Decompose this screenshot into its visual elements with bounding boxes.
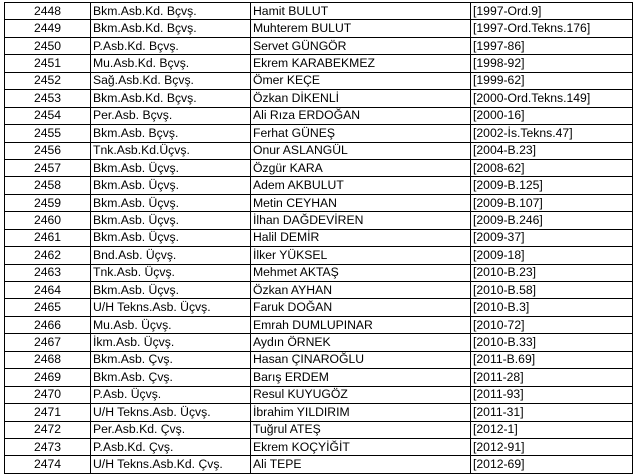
code-cell: [2012-69] [471, 456, 633, 473]
name-cell: Ali Rıza ERDOĞAN [251, 107, 471, 124]
table-row [5, 37, 633, 54]
row-number: 2470 [5, 386, 91, 403]
rank-cell: Tnk.Asb.Kd.Üçvş. [91, 142, 251, 159]
row-number: 2474 [5, 456, 91, 473]
table-row [5, 369, 633, 386]
rank-cell: Bkm.Asb. Çvş. [91, 369, 251, 386]
rank-cell: U/H Tekns.Asb. Üçvş. [91, 299, 251, 316]
name-cell: Özkan DİKENLİ [251, 90, 471, 107]
name-cell: Ömer KEÇE [251, 72, 471, 89]
rank-cell: U/H Tekns.Asb.Kd. Çvş. [91, 456, 251, 473]
row-number: 2467 [5, 334, 91, 351]
rank-cell: Bkm.Asb. Üçvş. [91, 282, 251, 299]
table-row [5, 282, 633, 299]
rank-cell: Bkm.Asb.Kd. Bçvş. [91, 3, 251, 20]
table-row [5, 264, 633, 281]
rank-cell: Per.Asb. Bçvş. [91, 107, 251, 124]
name-cell: Hamit BULUT [251, 3, 471, 20]
row-number: 2455 [5, 125, 91, 142]
rank-cell: Bkm.Asb. Üçvş. [91, 159, 251, 176]
rank-cell: Bkm.Asb. Çvş. [91, 351, 251, 368]
rank-cell: Bkm.Asb.Kd. Bçvş. [91, 20, 251, 37]
table-row [5, 194, 633, 211]
code-cell: [2000-16] [471, 107, 633, 124]
row-number: 2465 [5, 299, 91, 316]
name-cell: Faruk DOĞAN [251, 299, 471, 316]
code-cell: [2010-72] [471, 316, 633, 333]
name-cell: Onur ASLANGÜL [251, 142, 471, 159]
name-cell: Servet GÜNGÖR [251, 37, 471, 54]
name-cell: İlker YÜKSEL [251, 247, 471, 264]
row-number: 2471 [5, 404, 91, 421]
code-cell: [1997-Ord.Tekns.176] [471, 20, 633, 37]
row-number: 2472 [5, 421, 91, 438]
row-number: 2468 [5, 351, 91, 368]
table-row [5, 456, 633, 473]
code-cell: [1999-62] [471, 72, 633, 89]
table-body [5, 3, 633, 474]
name-cell: Adem AKBULUT [251, 177, 471, 194]
rank-cell: Bkm.Asb. Üçvş. [91, 212, 251, 229]
code-cell: [2002-İs.Tekns.47] [471, 125, 633, 142]
name-cell: Ferhat GÜNEŞ [251, 125, 471, 142]
table-row [5, 3, 633, 20]
name-cell: Ali TEPE [251, 456, 471, 473]
code-cell: [2010-B.23] [471, 264, 633, 281]
table-row [5, 55, 633, 72]
code-cell: [2011-B.69] [471, 351, 633, 368]
name-cell: Halil DEMİR [251, 229, 471, 246]
name-cell: Muhterem BULUT [251, 20, 471, 37]
code-cell: [2012-91] [471, 438, 633, 455]
personnel-table [4, 2, 633, 474]
code-cell: [1998-92] [471, 55, 633, 72]
row-number: 2454 [5, 107, 91, 124]
code-cell: [2009-B.107] [471, 194, 633, 211]
code-cell: [1997-Ord.9] [471, 3, 633, 20]
name-cell: Metin CEYHAN [251, 194, 471, 211]
code-cell: [2000-Ord.Tekns.149] [471, 90, 633, 107]
table-row [5, 20, 633, 37]
code-cell: [2010-B.33] [471, 334, 633, 351]
table-row [5, 125, 633, 142]
row-number: 2461 [5, 229, 91, 246]
rank-cell: U/H Tekns.Asb. Üçvş. [91, 404, 251, 421]
table-row [5, 421, 633, 438]
row-number: 2460 [5, 212, 91, 229]
table-row [5, 386, 633, 403]
row-number: 2464 [5, 282, 91, 299]
rank-cell: Bkm.Asb. Üçvş. [91, 229, 251, 246]
rank-cell: Bnd.Asb. Üçvş. [91, 247, 251, 264]
table-row [5, 299, 633, 316]
table-row [5, 90, 633, 107]
code-cell: [2010-B.3] [471, 299, 633, 316]
table-row [5, 107, 633, 124]
rank-cell: Bkm.Asb. Bçvş. [91, 125, 251, 142]
row-number: 2450 [5, 37, 91, 54]
code-cell: [2011-28] [471, 369, 633, 386]
name-cell: Emrah DUMLUPINAR [251, 316, 471, 333]
rank-cell: Bkm.Asb.Kd. Bçvş. [91, 90, 251, 107]
code-cell: [2009-18] [471, 247, 633, 264]
rank-cell: Mu.Asb. Üçvş. [91, 316, 251, 333]
table-row [5, 438, 633, 455]
code-cell: [2011-31] [471, 404, 633, 421]
rank-cell: Bkm.Asb. Üçvş. [91, 177, 251, 194]
name-cell: İbrahim YILDIRIM [251, 404, 471, 421]
name-cell: Barış ERDEM [251, 369, 471, 386]
name-cell: Özgür KARA [251, 159, 471, 176]
code-cell: [2009-B.125] [471, 177, 633, 194]
table-row [5, 351, 633, 368]
name-cell: Mehmet AKTAŞ [251, 264, 471, 281]
name-cell: Tuğrul ATEŞ [251, 421, 471, 438]
rank-cell: Bkm.Asb. Üçvş. [91, 194, 251, 211]
row-number: 2449 [5, 20, 91, 37]
table-row [5, 72, 633, 89]
code-cell: [2008-62] [471, 159, 633, 176]
name-cell: Ekrem KOÇYİĞİT [251, 438, 471, 455]
rank-cell: Tnk.Asb. Üçvş. [91, 264, 251, 281]
row-number: 2459 [5, 194, 91, 211]
code-cell: [1997-86] [471, 37, 633, 54]
rank-cell: P.Asb.Kd. Bçvş. [91, 37, 251, 54]
table-row [5, 229, 633, 246]
table-row [5, 142, 633, 159]
name-cell: Özkan AYHAN [251, 282, 471, 299]
table-row [5, 404, 633, 421]
row-number: 2473 [5, 438, 91, 455]
row-number: 2462 [5, 247, 91, 264]
row-number: 2452 [5, 72, 91, 89]
name-cell: Hasan ÇINAROĞLU [251, 351, 471, 368]
table-row [5, 159, 633, 176]
rank-cell: Sağ.Asb.Kd. Bçvş. [91, 72, 251, 89]
rank-cell: P.Asb.Kd. Çvş. [91, 438, 251, 455]
code-cell: [2009-37] [471, 229, 633, 246]
table-row [5, 316, 633, 333]
table-row [5, 334, 633, 351]
name-cell: İlhan DAĞDEVİREN [251, 212, 471, 229]
table-row [5, 177, 633, 194]
row-number: 2469 [5, 369, 91, 386]
rank-cell: Mu.Asb.Kd. Bçvş. [91, 55, 251, 72]
rank-cell: Per.Asb.Kd. Çvş. [91, 421, 251, 438]
row-number: 2466 [5, 316, 91, 333]
code-cell: [2004-B.23] [471, 142, 633, 159]
rank-cell: İkm.Asb. Üçvş. [91, 334, 251, 351]
code-cell: [2010-B.58] [471, 282, 633, 299]
row-number: 2463 [5, 264, 91, 281]
row-number: 2448 [5, 3, 91, 20]
name-cell: Ekrem KARABEKMEZ [251, 55, 471, 72]
row-number: 2456 [5, 142, 91, 159]
table-row [5, 247, 633, 264]
name-cell: Resul KUYUGÖZ [251, 386, 471, 403]
code-cell: [2012-1] [471, 421, 633, 438]
table-row [5, 212, 633, 229]
code-cell: [2011-93] [471, 386, 633, 403]
row-number: 2453 [5, 90, 91, 107]
row-number: 2458 [5, 177, 91, 194]
rank-cell: P.Asb. Üçvş. [91, 386, 251, 403]
code-cell: [2009-B.246] [471, 212, 633, 229]
row-number: 2451 [5, 55, 91, 72]
row-number: 2457 [5, 159, 91, 176]
name-cell: Aydın ÖRNEK [251, 334, 471, 351]
